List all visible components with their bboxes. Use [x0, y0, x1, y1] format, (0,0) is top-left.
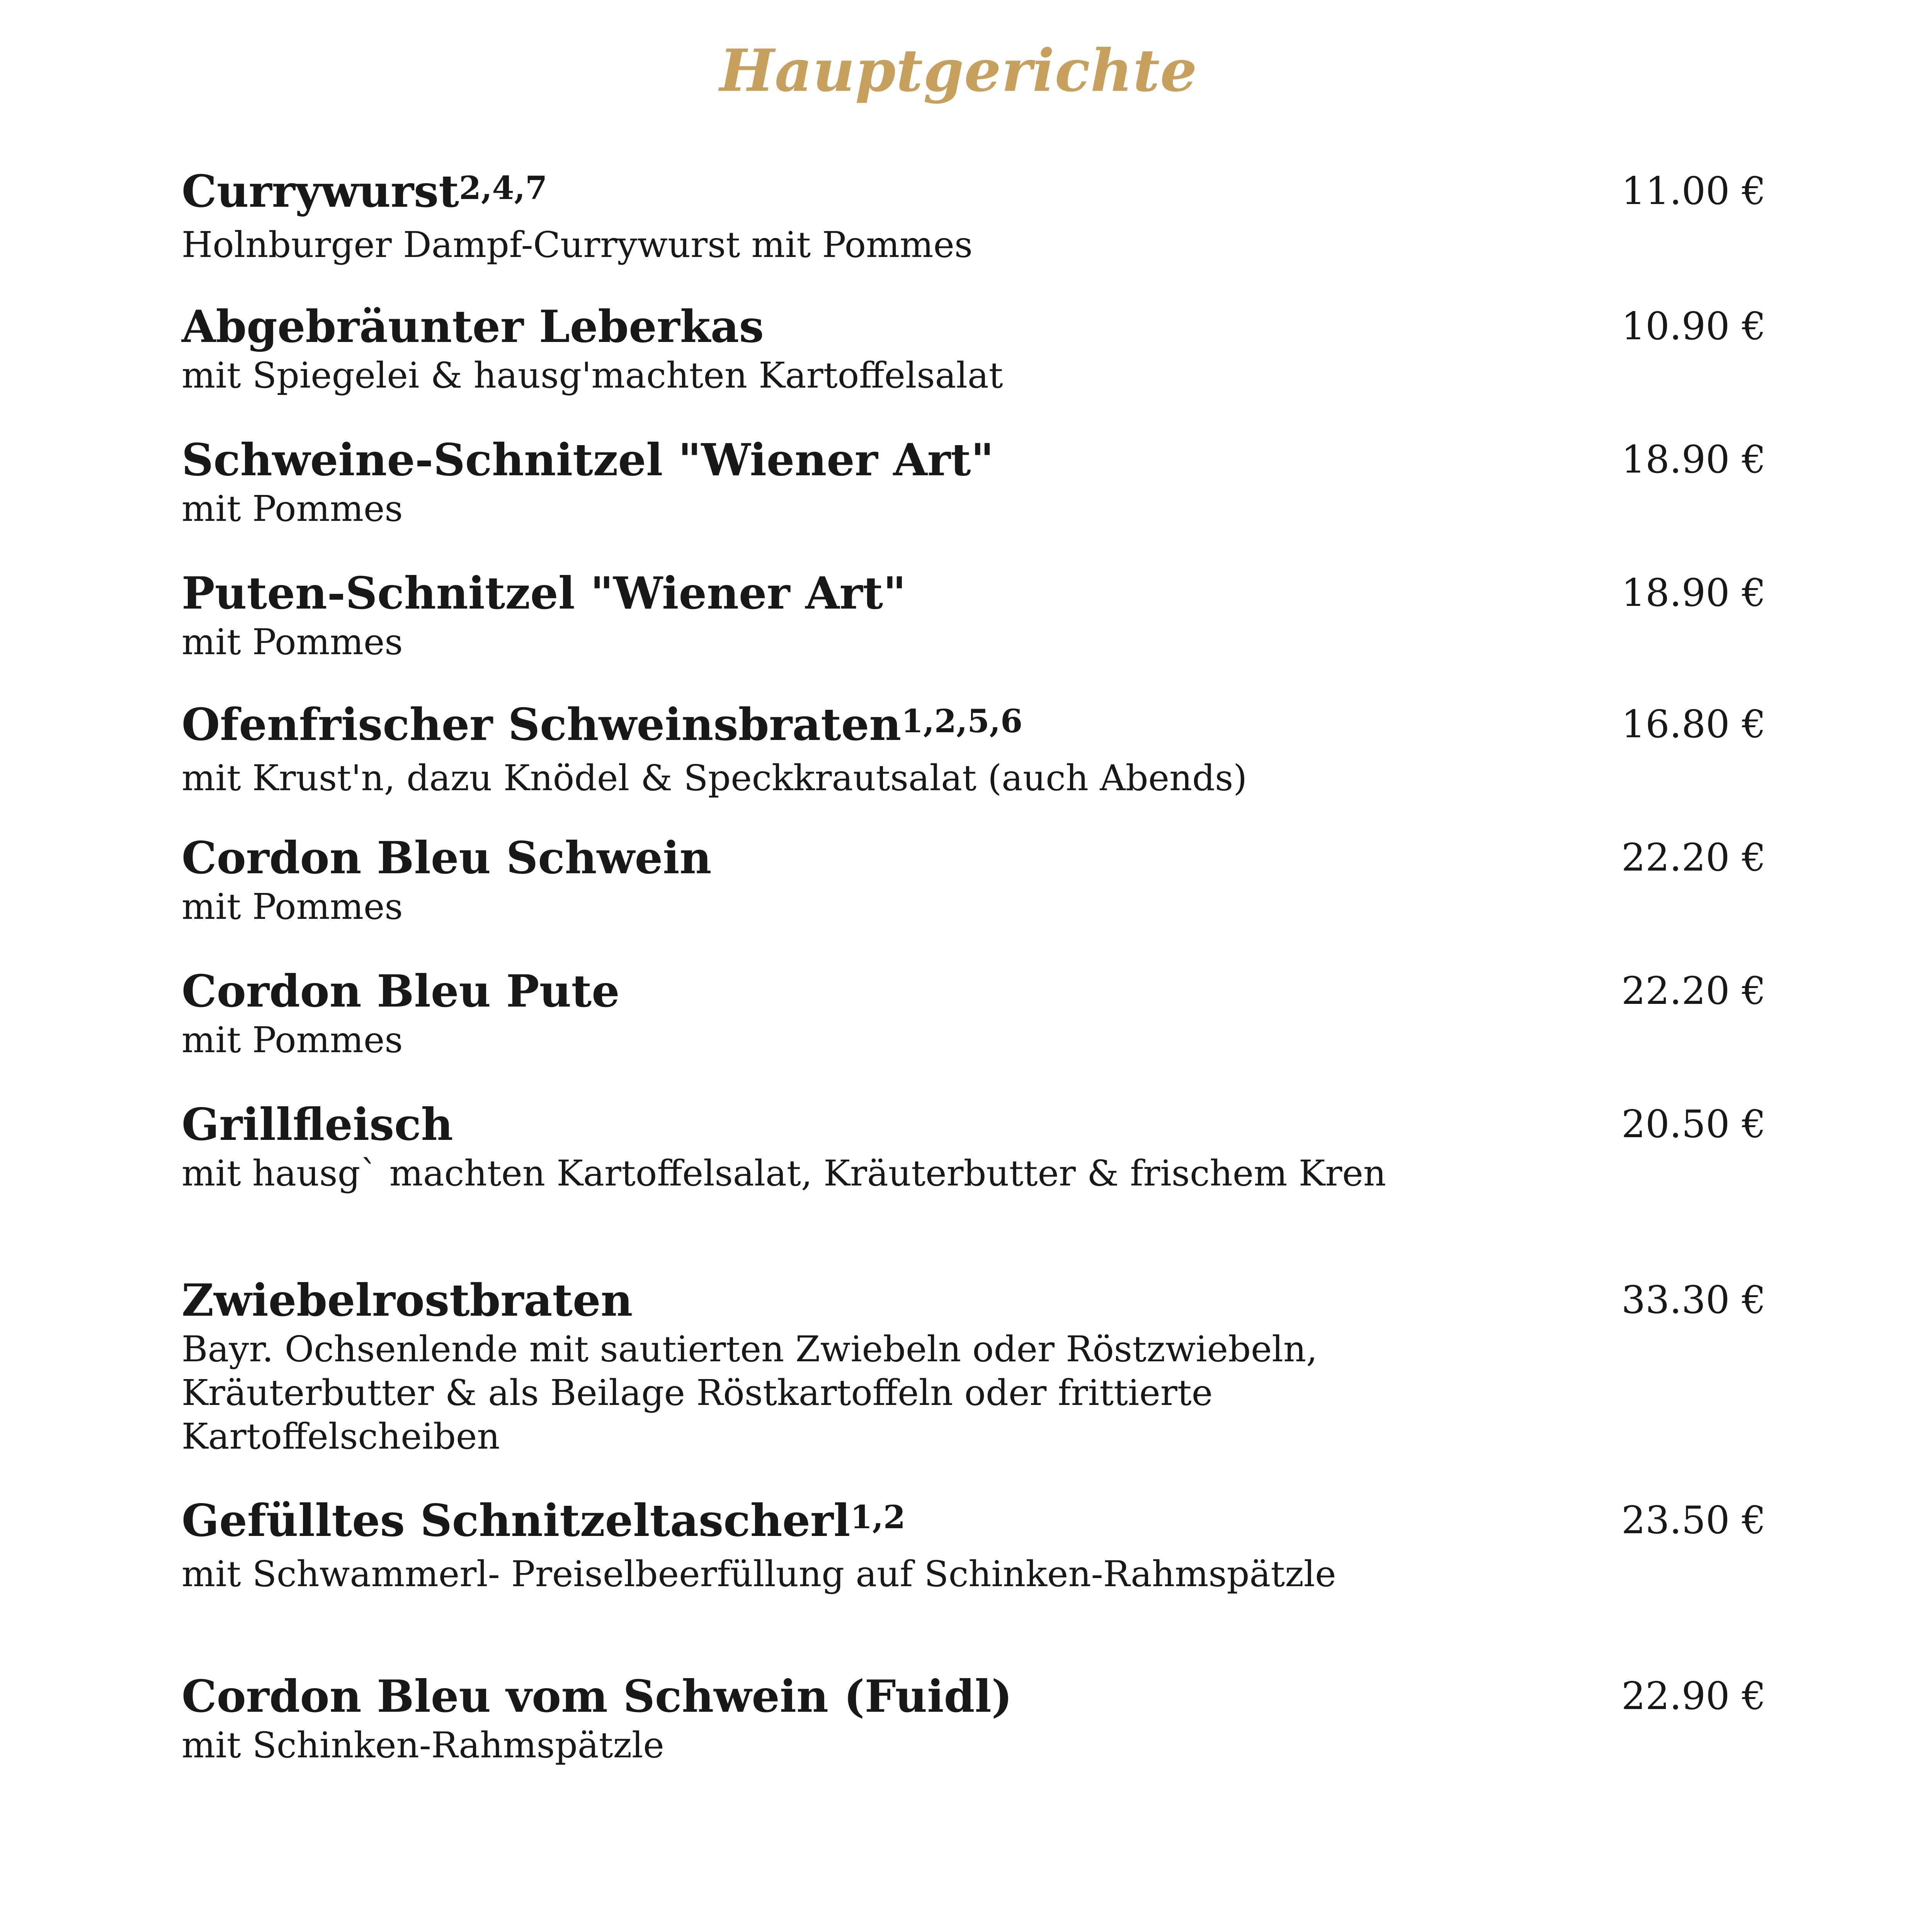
menu-item-cordon-bleu-fuidl [182, 1669, 1766, 1767]
menu-item-leberkas [182, 299, 1766, 397]
item-price: 23.50 € [1621, 1498, 1766, 1543]
item-name: Cordon Bleu Schwein [182, 832, 712, 884]
item-price: 10.90 € [1621, 304, 1766, 349]
item-description: Holnburger Dampf-Currywurst mit Pommes [182, 224, 973, 265]
page-title: Hauptgerichte [720, 37, 1197, 105]
item-price: 16.80 € [1621, 702, 1766, 747]
item-description: mit Pommes [182, 1019, 403, 1061]
menu-item-puten-schnitzel [182, 566, 1766, 664]
item-name: Schweine-Schnitzel "Wiener Art" [182, 434, 994, 486]
item-price: 22.20 € [1621, 836, 1766, 880]
menu-item-zwiebelrostbraten [182, 1273, 1766, 1458]
item-price: 20.50 € [1621, 1102, 1766, 1146]
item-description: mit Pommes [182, 488, 403, 529]
item-name: Puten-Schnitzel "Wiener Art" [182, 567, 906, 619]
item-price: 22.20 € [1621, 969, 1766, 1013]
item-name: Abgebräunter Leberkas [182, 301, 764, 352]
item-name: Ofenfrischer Schweinsbraten$^{1,2,5,6}$ [182, 699, 1023, 750]
menu-item-schweinsbraten [182, 697, 1766, 800]
item-price: 22.90 € [1621, 1674, 1766, 1718]
menu-item-schweine-schnitzel [182, 433, 1766, 531]
menu-item-grillfleisch [182, 1097, 1766, 1195]
item-name: Currywurst$^{2,4,7}$ [182, 165, 548, 217]
item-price: 11.00 € [1621, 169, 1766, 213]
item-price: 33.30 € [1621, 1278, 1766, 1322]
item-description: mit Pommes [182, 886, 403, 927]
item-description: mit hausg` machten Kartoffelsalat, Kräuterbutter & frischem Kren [182, 1153, 1386, 1194]
item-price: 18.90 € [1621, 571, 1766, 615]
additive-superscript: 2,4,7 [459, 170, 548, 207]
item-name: Gefülltes Schnitzeltascherl$^{1,2}$ [182, 1495, 906, 1546]
item-name: Cordon Bleu vom Schwein (Fuidl) [182, 1670, 1012, 1722]
item-price: 18.90 € [1621, 438, 1766, 482]
item-name: Zwiebelrostbraten [182, 1274, 633, 1326]
menu-item-currywurst [182, 164, 1766, 267]
item-description: mit Schwammerl- Preiselbeerfüllung auf Schinken-Rahmspätzle [182, 1553, 1336, 1595]
menu-item-cordon-bleu-pute [182, 964, 1766, 1062]
item-description: Bayr. Ochsenlende mit sautierten Zwiebeln oder Röstzwiebeln, Kräuterbutter & als Beilage Röstkartoffeln oder frittierte Kartoffelscheiben [182, 1328, 1318, 1457]
item-description: mit Pommes [182, 621, 403, 663]
additive-superscript: 1,2,5,6 [901, 703, 1023, 740]
menu-item-cordon-bleu-schwein [182, 831, 1766, 929]
item-description: mit Schinken-Rahmspätzle [182, 1725, 664, 1766]
menu-item-schnitzeltascherl [182, 1493, 1766, 1596]
item-description: mit Krust'n, dazu Knödel & Speckkrautsalat (auch Abends) [182, 757, 1247, 799]
item-name: Grillfleisch [182, 1099, 453, 1150]
item-name: Cordon Bleu Pute [182, 965, 620, 1017]
item-description: mit Spiegelei & hausg'machten Kartoffelsalat [182, 355, 1003, 396]
additive-superscript: 1,2 [850, 1499, 906, 1536]
